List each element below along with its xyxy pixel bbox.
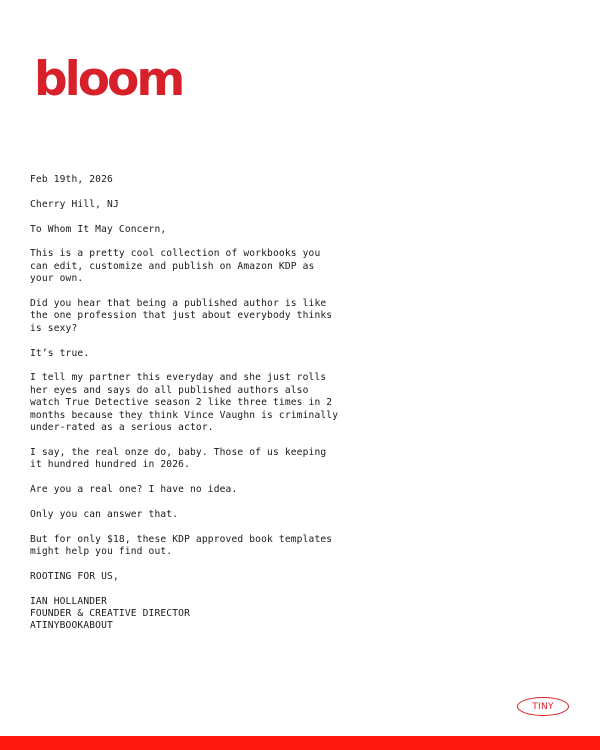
signature-name: IAN HOLLANDER: [30, 595, 108, 607]
letter-closing: ROOTING FOR US,: [30, 570, 119, 582]
letter-paragraph: I say, the real onze do, baby. Those of us keeping it hundred hundred in 2026.: [30, 446, 327, 471]
letter-salutation: To Whom It May Concern,: [30, 223, 167, 235]
signature-company: ATINYBOOKABOUT: [30, 620, 113, 632]
bloom-logo: bloom: [34, 52, 183, 107]
signature-block: [30, 596, 360, 633]
signature-title: FOUNDER & CREATIVE DIRECTOR: [30, 608, 190, 620]
letter-date: Feb 19th, 2026: [30, 174, 113, 185]
letter-body: [30, 174, 360, 633]
tiny-badge: TINY: [517, 697, 569, 716]
letter-paragraph: I tell my partner this everyday and she just rolls her eyes and says do all published authors also watch True Detective season 2 like three times in 2 months because they think Vince Vaughn is criminally under-rated as a serious actor.: [30, 372, 339, 434]
footer-bar: [0, 736, 600, 750]
letter-paragraph: Are you a real one? I have no idea.: [30, 484, 238, 496]
letter-paragraph: Only you can answer that.: [30, 508, 179, 520]
letter-paragraph: This is a pretty cool collection of workbooks you can edit, customize and publish on Amazon KDP as your own.: [30, 248, 321, 285]
letter-paragraph: It’s true.: [30, 347, 90, 359]
letter-paragraph: Did you hear that being a published author is like the one profession that just about everybody thinks is sexy?: [30, 298, 333, 334]
letter-paragraph: But for only $18, these KDP approved book templates might help you find out.: [30, 533, 333, 558]
letter-location: Cherry Hill, NJ: [30, 198, 119, 210]
